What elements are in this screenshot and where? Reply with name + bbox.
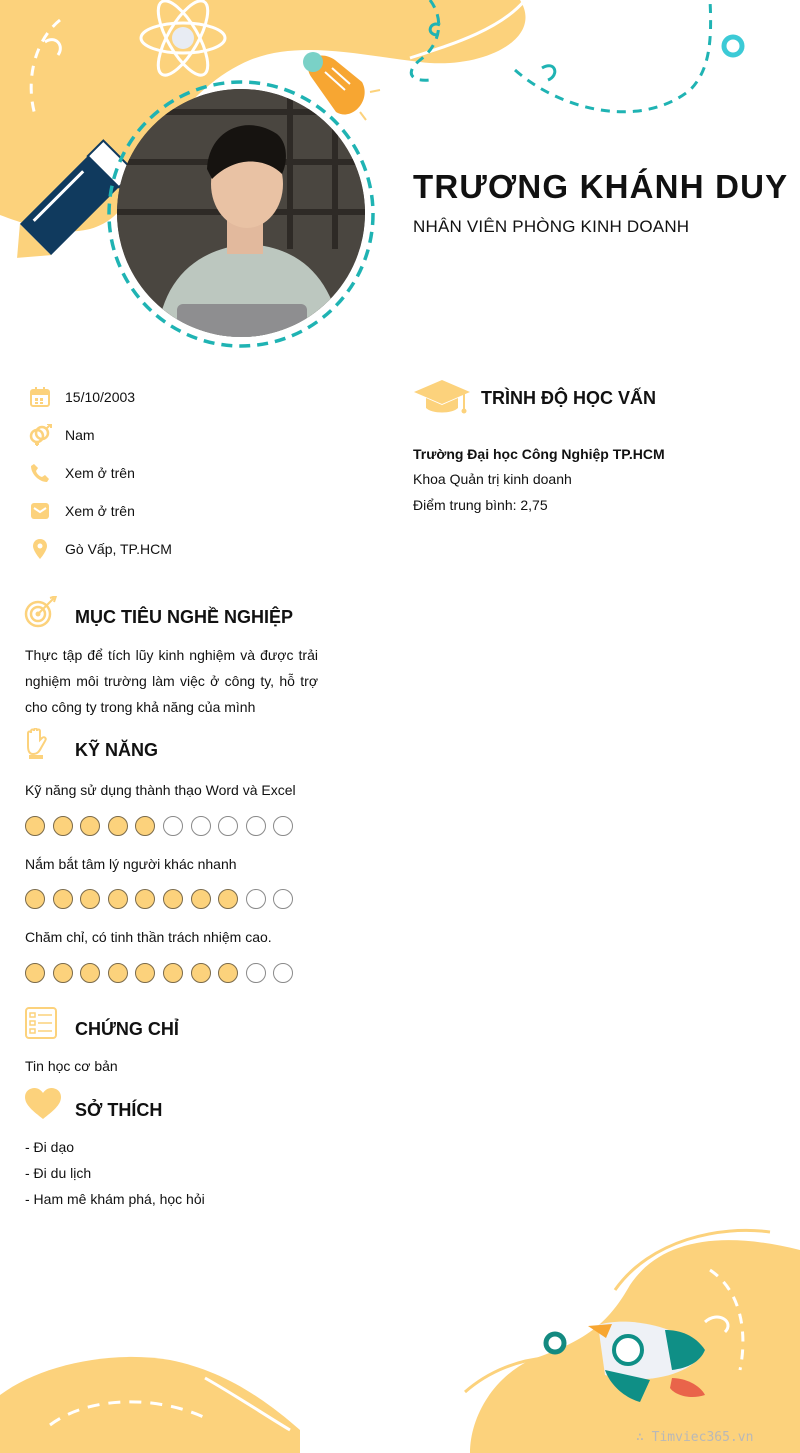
address-value: Gò Vấp, TP.HCM [65,541,172,557]
email-value: Xem ở trên [65,503,135,519]
rating-dot-empty [246,963,266,983]
objective-text: Thực tập để tích lũy kinh nghiệm và được trải nghiệm môi trường làm việc ở công ty, hỗ trợ cho công ty trong khả năng của mình [25,647,318,715]
hobby-item: - Ham mê khám phá, học hỏi [25,1191,205,1207]
portrait-illustration [117,89,365,337]
rating-dot-filled [25,963,45,983]
hand-icon [25,728,49,760]
education-gpa: Điểm trung bình: 2,75 [413,497,548,513]
hobby-item: - Đi du lịch [25,1165,92,1181]
rating-dot-filled [25,889,45,909]
rating-dot-filled [218,963,238,983]
info-phone [28,461,135,485]
skill-name: Kỹ năng sử dụng thành thạo Word và Excel [25,782,296,798]
checklist-icon [25,1007,57,1039]
rating-dot-empty [246,816,266,836]
rating-dot-filled [163,889,183,909]
email-icon [28,499,52,523]
job-title: NHÂN VIÊN PHÒNG KINH DOANH [413,217,690,236]
education-school: Trường Đại học Công Nghiệp TP.HCM [413,446,665,462]
rating-dot-filled [135,889,155,909]
skill-rating [25,963,293,985]
rating-dot-filled [191,963,211,983]
gender-icon [28,423,52,447]
calendar-icon [28,385,52,409]
rating-dot-filled [80,816,100,836]
info-address [28,537,172,561]
objective-title: MỤC TIÊU NGHỀ NGHIỆP [75,607,294,627]
education-major: Khoa Quản trị kinh doanh [413,471,572,487]
location-pin-icon [28,537,52,561]
profile-photo [117,89,365,337]
rating-dot-empty [273,889,293,909]
phone-value: Xem ở trên [65,465,135,481]
graduation-cap-icon [414,380,470,416]
skill-name: Chăm chỉ, có tinh thần trách nhiệm cao. [25,929,272,945]
hobby-item: - Đi dạo [25,1139,75,1155]
candidate-name: TRƯƠNG KHÁNH DUY [413,168,789,205]
rating-dot-empty [273,816,293,836]
info-birthdate [28,385,136,409]
rating-dot-filled [53,889,73,909]
certificate-item: Tin học cơ bản [25,1058,118,1074]
skill-rating [25,889,293,911]
rating-dot-filled [80,889,100,909]
rating-dot-filled [135,963,155,983]
info-gender [28,423,95,447]
certificates-title: CHỨNG CHỈ [75,1019,179,1039]
watermark: ∴ Timviec365.vn [636,1430,754,1445]
skill-name: Nắm bắt tâm lý người khác nhanh [25,856,237,872]
phone-icon [28,461,52,485]
rating-dot-filled [218,889,238,909]
birthdate-value: 15/10/2003 [65,389,136,405]
rating-dot-empty [246,889,266,909]
gender-value: Nam [65,427,95,443]
info-email [28,499,135,523]
rating-dot-filled [108,889,128,909]
target-icon [24,596,58,630]
rating-dot-filled [80,963,100,983]
skills-title: KỸ NĂNG [75,740,159,760]
rating-dot-empty [163,816,183,836]
hobbies-title: SỞ THÍCH [75,1100,163,1120]
rating-dot-filled [53,816,73,836]
skill-rating [25,816,293,838]
rating-dot-empty [273,963,293,983]
rating-dot-filled [25,816,45,836]
lightbulb-icon [303,52,380,120]
rating-dot-empty [218,816,238,836]
rating-dot-empty [191,816,211,836]
rating-dot-filled [108,963,128,983]
rating-dot-filled [135,816,155,836]
heart-icon [25,1088,61,1120]
rating-dot-filled [108,816,128,836]
rating-dot-filled [191,889,211,909]
rating-dot-filled [53,963,73,983]
education-title: TRÌNH ĐỘ HỌC VẤN [481,388,656,408]
rating-dot-filled [163,963,183,983]
